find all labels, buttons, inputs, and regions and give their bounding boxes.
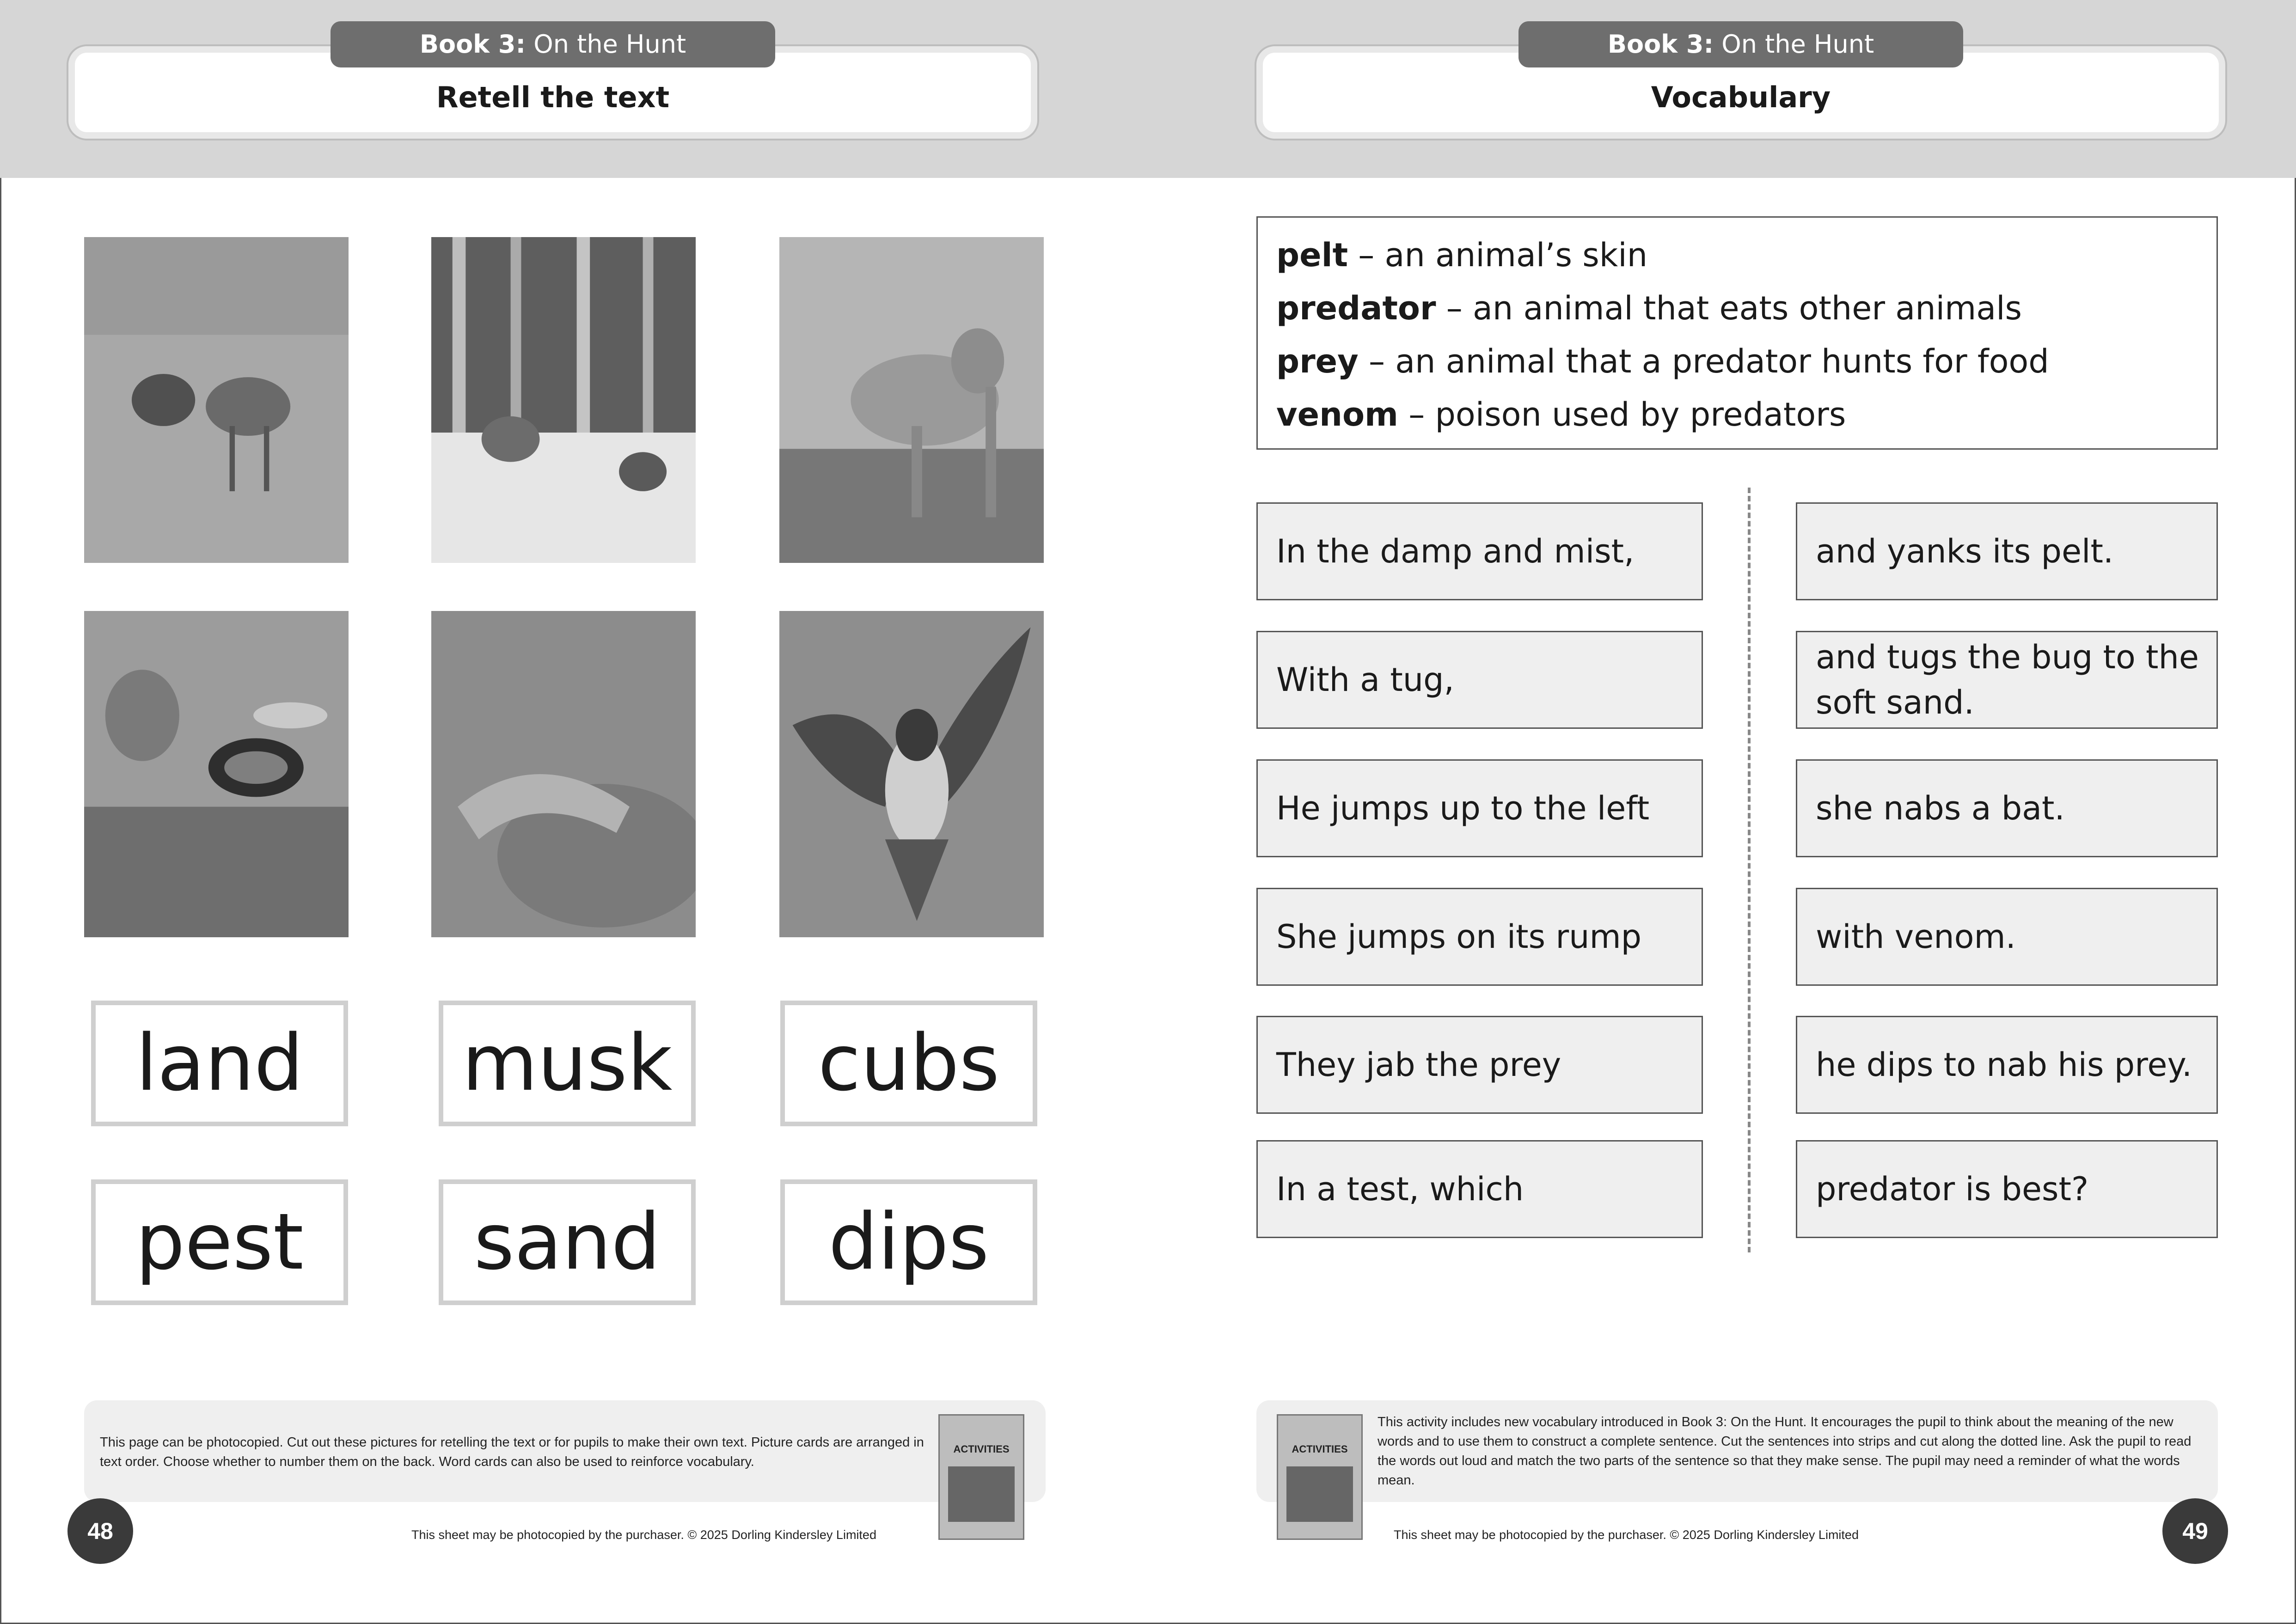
photo-skink-sand: [431, 611, 696, 937]
left-thumbnail-picture: [948, 1466, 1015, 1522]
right-book-tab: [1518, 21, 1963, 67]
word-card-sand: sand: [439, 1179, 696, 1305]
vocabulary-box: [1256, 216, 2218, 450]
sentence-end-strip: and tugs the bug to the soft sand.: [1796, 631, 2218, 729]
sentence-start-strip: He jumps up to the left: [1256, 759, 1703, 857]
left-heading: Retell the text: [436, 80, 670, 114]
word-card-musk: musk: [439, 1001, 696, 1126]
vocab-row-prey: [1276, 342, 2049, 380]
vocab-word: pelt: [1276, 236, 1348, 274]
word-card-dips: dips: [780, 1179, 1037, 1305]
sentence-end-strip: he dips to nab his prey.: [1796, 1016, 2218, 1114]
left-activities-thumbnail: [938, 1414, 1024, 1540]
sentence-end-strip: she nabs a bat.: [1796, 759, 2218, 857]
sentence-start-strip: In a test, which: [1256, 1140, 1703, 1238]
left-copyright: This sheet may be photocopied by the purchaser. © 2025 Dorling Kindersley Limited: [411, 1528, 876, 1542]
right-page-number: 49: [2162, 1498, 2228, 1564]
photo-lioness: [779, 237, 1044, 563]
sentence-end-strip: with venom.: [1796, 888, 2218, 986]
word-card-cubs: cubs: [780, 1001, 1037, 1126]
vocab-definition: – poison used by predators: [1398, 396, 1846, 433]
left-note-text: This page can be photocopied. Cut out these pictures for retelling the text or for pupils to make their own text. Picture cards are arranged in text order. Choose whether to number them on the back. Word cards can also be used to reinforce vocabulary.: [100, 1435, 924, 1469]
vocab-row-pelt: [1276, 236, 1647, 274]
right-tab-book: Book 3:: [1607, 30, 1714, 59]
sentence-end-strip: and yanks its pelt.: [1796, 502, 2218, 600]
right-note-text: This activity includes new vocabulary introduced in Book 3: On the Hunt. It encourages the pupil to think about the meaning of the new words and to use them to construct a complete sentence. Cut the sentences into strips and cut along the dotted line. Ask the pupil to read the words out loud and match the two parts of the sentence so that they make sense. The pupil may need a reminder of what the words mean.: [1378, 1415, 2192, 1488]
left-tab-title: On the Hunt: [533, 30, 686, 59]
vocab-definition: – an animal that a predator hunts for food: [1358, 342, 2049, 380]
right-copyright: This sheet may be photocopied by the purchaser. © 2025 Dorling Kindersley Limited: [1394, 1528, 1859, 1542]
right-teacher-note: [1256, 1400, 2218, 1502]
left-teacher-note: [84, 1400, 1046, 1502]
sentence-end-strip: predator is best?: [1796, 1140, 2218, 1238]
sentence-start-strip: In the damp and mist,: [1256, 502, 1703, 600]
vocab-word: predator: [1276, 289, 1436, 327]
photo-wolves: [431, 237, 696, 563]
vocab-word: venom: [1276, 396, 1398, 433]
vocab-row-predator: [1276, 289, 2022, 327]
photo-wasp: [84, 611, 349, 937]
sentence-start-strip: She jumps on its rump: [1256, 888, 1703, 986]
photo-falcon: [779, 611, 1044, 937]
vocab-definition: – an animal’s skin: [1348, 236, 1648, 274]
right-heading: Vocabulary: [1651, 80, 1831, 114]
word-card-land: land: [91, 1001, 348, 1126]
right-thumbnail-picture: [1286, 1466, 1353, 1522]
left-thumbnail-title: ACTIVITIES: [953, 1443, 1010, 1455]
vocab-row-venom: [1276, 396, 1846, 433]
right-thumbnail-title: ACTIVITIES: [1292, 1443, 1348, 1455]
sentence-start-strip: They jab the prey: [1256, 1016, 1703, 1114]
left-book-tab: [331, 21, 775, 67]
right-tab-title: On the Hunt: [1721, 30, 1874, 59]
vocab-definition: – an animal that eats other animals: [1436, 289, 2022, 327]
right-activities-thumbnail: [1277, 1414, 1363, 1540]
left-tab-book: Book 3:: [419, 30, 526, 59]
left-page-number: 48: [67, 1498, 133, 1564]
vocab-word: prey: [1276, 342, 1359, 380]
photo-cheetah-gazelle: [84, 237, 349, 563]
cut-dotted-line: [1748, 488, 1751, 1252]
sentence-start-strip: With a tug,: [1256, 631, 1703, 729]
word-card-pest: pest: [91, 1179, 348, 1305]
